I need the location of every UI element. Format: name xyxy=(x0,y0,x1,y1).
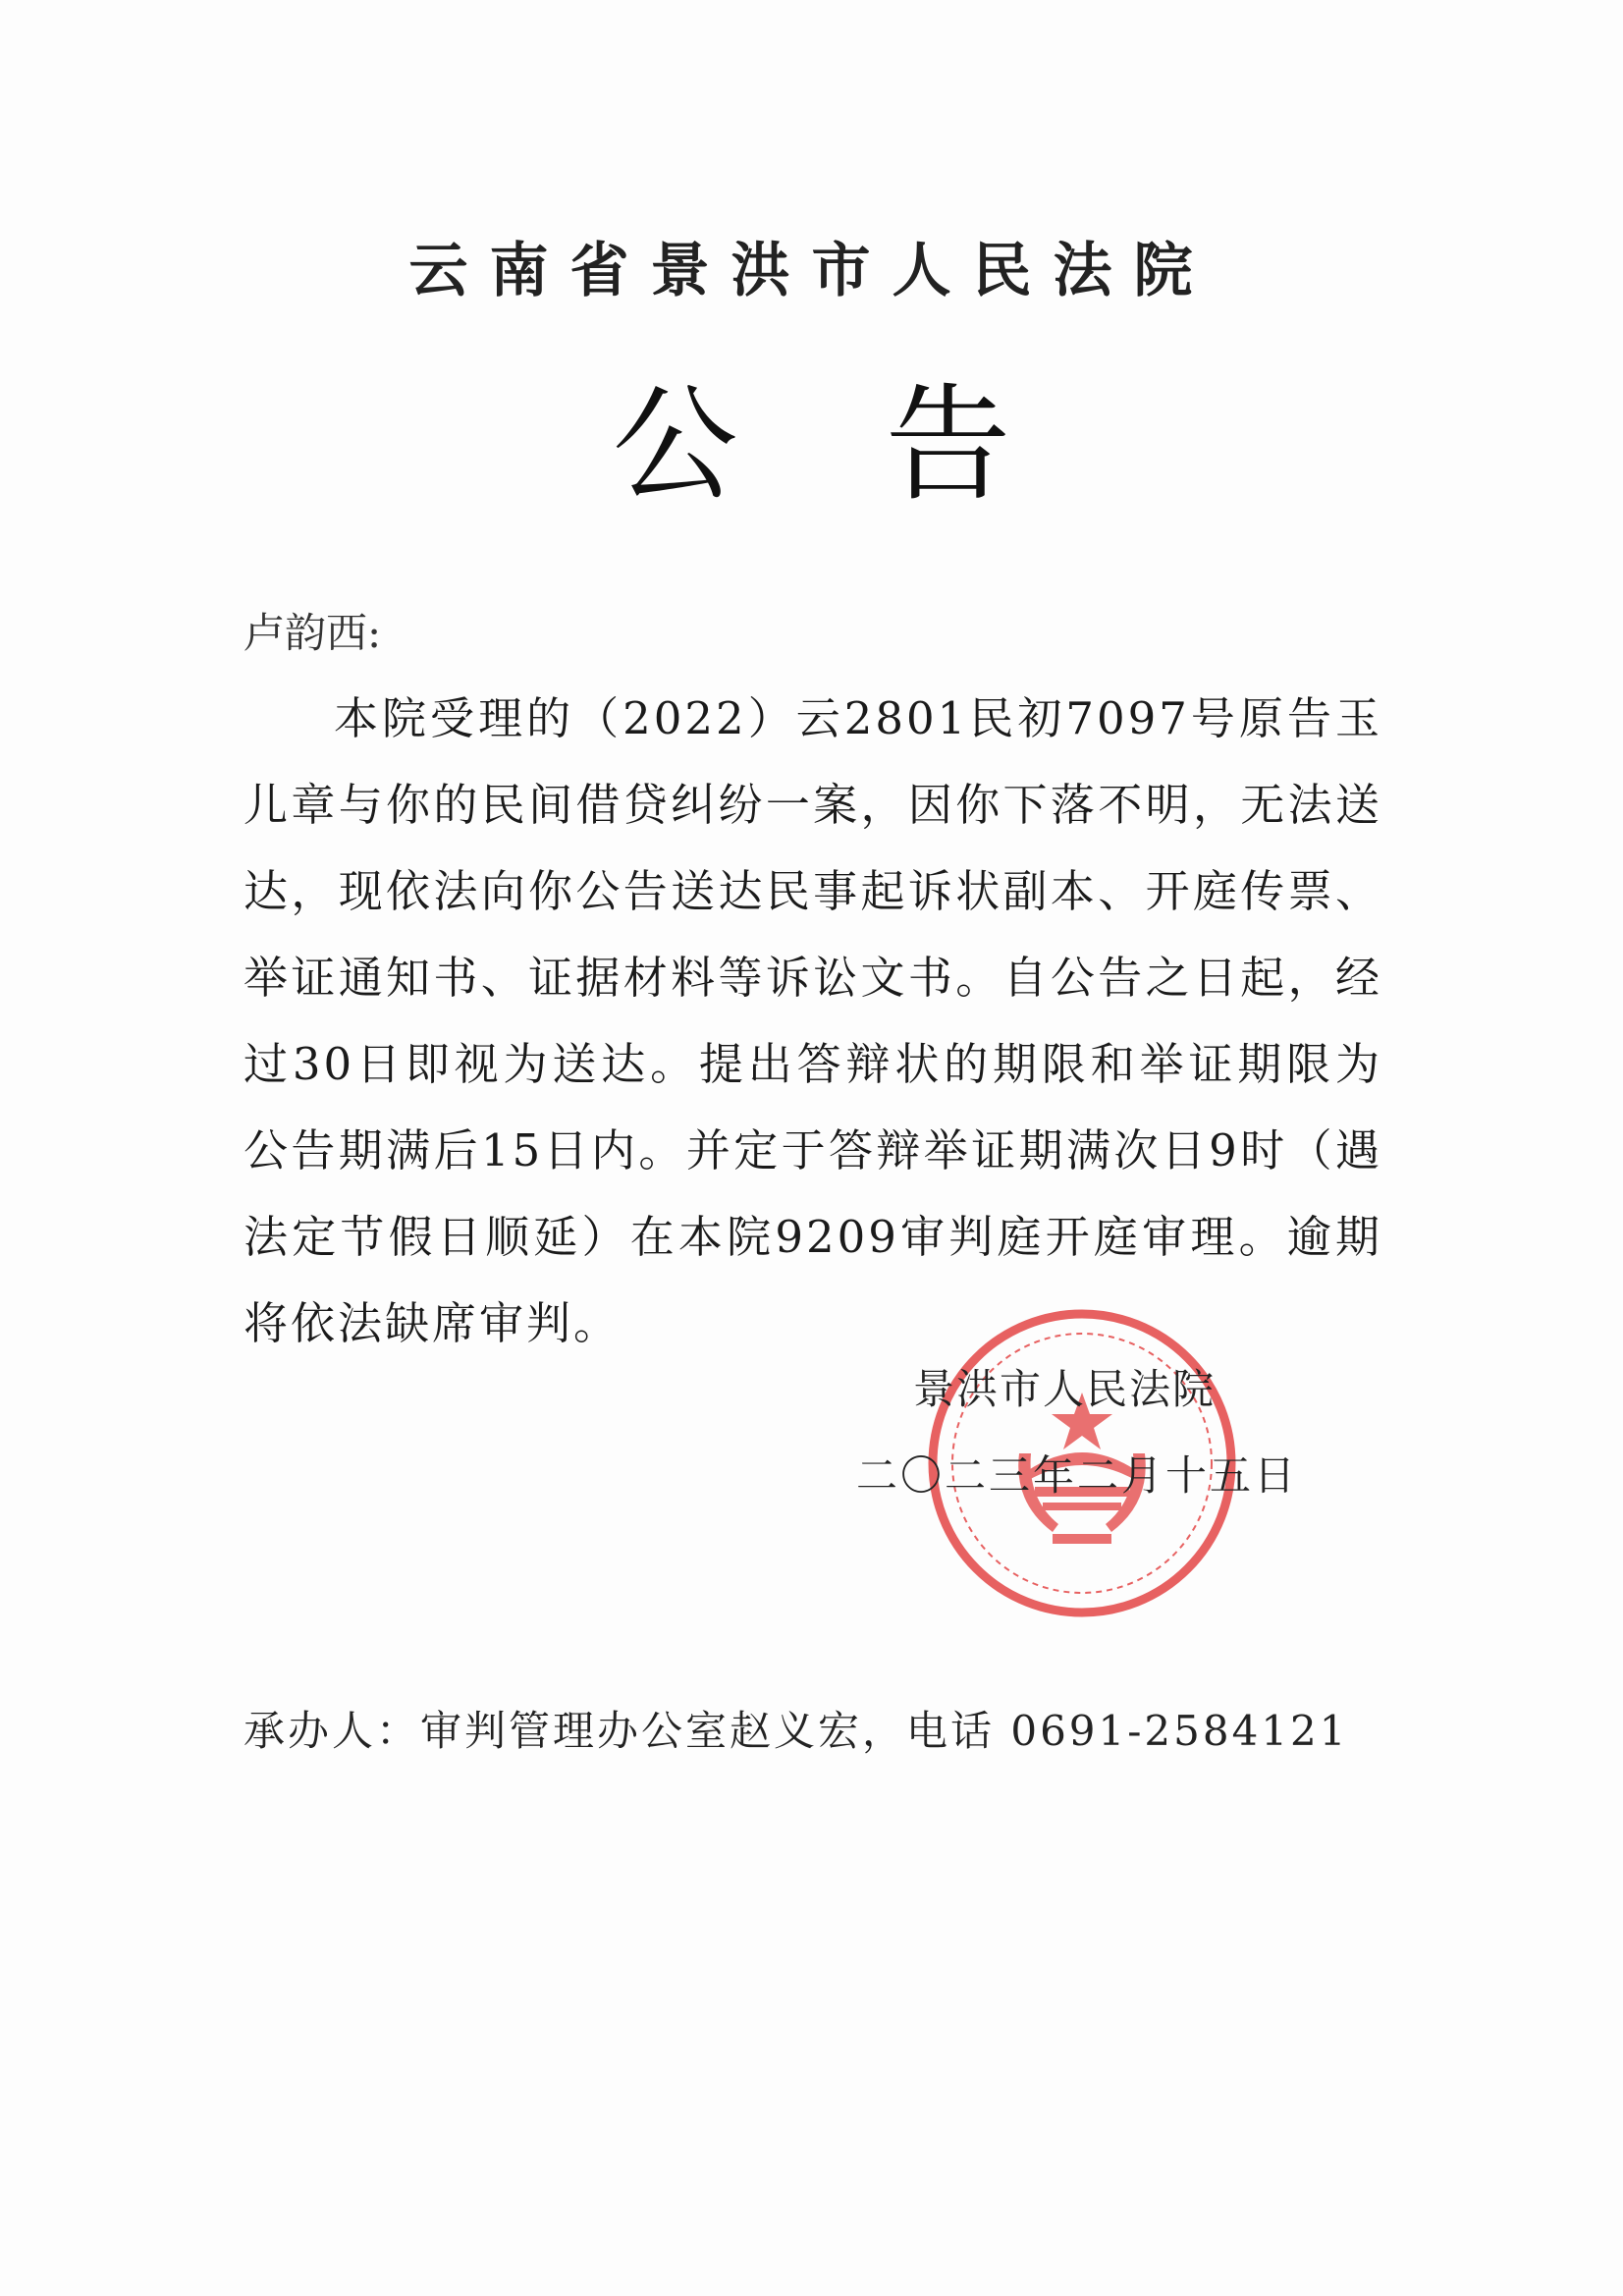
notice-body: 本院受理的（2022）云2801民初7097号原告玉儿章与你的民间借贷纠纷一案，因你下落不明，无法送达，现依法向你公告送达民事起诉状副本、开庭传票、举证通知书、证据材料等诉讼文书。自公告之日起，经过30日即视为送达。提出答辩状的期限和举证期限为公告期满后15日内。并定于答辩举证期满次日9时（遇法定节假日顺延）在本院9209审判庭开庭审理。逾期将依法缺席审判。 xyxy=(243,692,1382,1349)
signature-date: 二〇二三年二月十五日 xyxy=(856,1451,1299,1500)
document-title: 公告 xyxy=(612,372,1159,519)
signature-court: 景洪市人民法院 xyxy=(913,1365,1217,1413)
addressee: 卢韵西: xyxy=(243,609,382,657)
contact-info: 承办人：审判管理办公室赵义宏，电话 0691-2584121 xyxy=(243,1707,1349,1755)
court-name-heading: 云南省景洪市人民法院 xyxy=(408,237,1215,305)
